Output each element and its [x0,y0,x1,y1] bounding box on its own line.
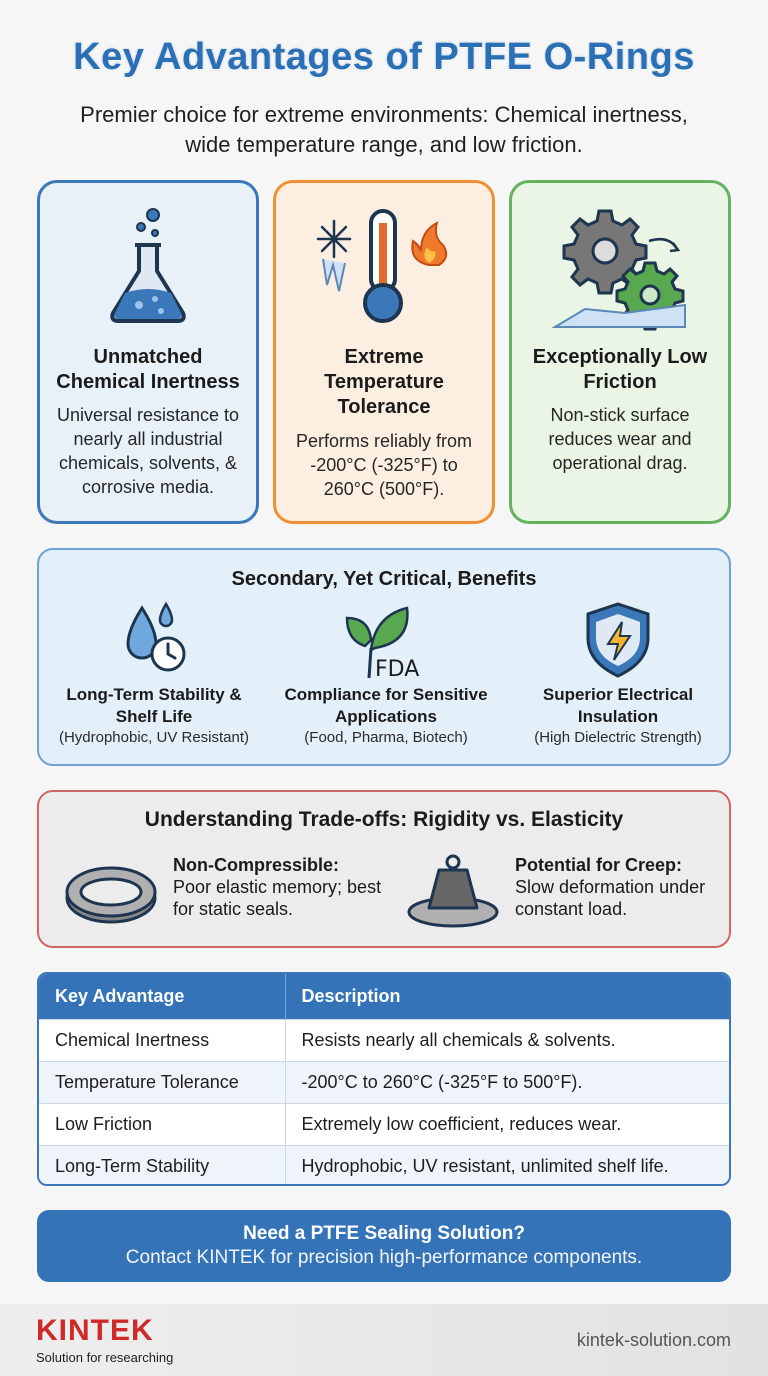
card-temperature-tolerance [273,180,495,524]
contact-cta-banner[interactable] [37,1210,731,1282]
cta-title: Need a PTFE Sealing Solution? [243,1223,525,1244]
benefit-compliance [276,600,496,748]
svg-text:FDA: FDA [375,657,420,680]
tradeoff-title: Non-Compressible: [173,855,340,875]
table-cell-description: Hydrophobic, UV resistant, unlimited shelf life. [285,1145,729,1186]
card-description: Performs reliably from -200°C (-325°F) to 260°C (500°F). [295,431,473,499]
table-row [39,1061,729,1103]
water-drop-clock-icon [114,600,194,680]
thermometer-icon [309,201,459,331]
chemical-flask-icon [83,201,213,331]
page-subtitle: Premier choice for extreme environments: Chemical inertness, wide temperature range, and low friction. [80,102,688,157]
card-low-friction [509,180,731,524]
tradeoff-creep [405,852,725,932]
advantages-table [37,972,731,1186]
table-cell-description: -200°C to 260°C (-325°F to 500°F). [285,1061,729,1103]
benefit-subtitle: (Hydrophobic, UV Resistant) [58,729,250,746]
table-header-description: Description [285,974,729,1019]
card-title: Extreme Temperature Tolerance [324,346,444,418]
card-title: Exceptionally Low Friction [532,346,708,393]
table-cell-advantage: Low Friction [39,1103,285,1145]
secondary-benefits-panel [37,548,731,766]
secondary-heading: Secondary, Yet Critical, Benefits [231,568,537,590]
kintek-logo[interactable]: KINTEK [36,1314,154,1347]
table-cell-description: Extremely low coefficient, reduces wear. [285,1103,729,1145]
tradeoff-description: Slow deformation under constant load. [515,877,706,919]
benefit-title: Compliance for Sensitive Applications [284,685,488,726]
cta-text: Contact KINTEK for precision high-performance components. [125,1247,643,1268]
table-row [39,1103,729,1145]
table-header-row [39,974,729,1019]
shield-lightning-icon [578,600,658,680]
table-row [39,1019,729,1061]
table-cell-advantage: Temperature Tolerance [39,1061,285,1103]
benefit-electrical-insulation [508,600,728,748]
website-link[interactable]: kintek-solution.com [576,1330,731,1350]
benefit-subtitle: (Food, Pharma, Biotech) [304,729,468,746]
footer [0,1304,768,1376]
benefit-subtitle: (High Dielectric Strength) [534,729,702,746]
tradeoff-title: Potential for Creep: [515,855,683,875]
tradeoff-non-compressible [63,852,383,932]
tradeoff-text [515,854,725,920]
card-chemical-inertness [37,180,259,524]
card-title: Unmatched Chemical Inertness [56,346,240,393]
card-description: Non-stick surface reduces wear and operational drag. [548,405,692,473]
o-ring-icon [63,852,159,932]
table-cell-description: Resists nearly all chemicals & solvents. [285,1019,729,1061]
weight-icon [405,852,501,932]
tradeoffs-heading: Understanding Trade-offs: Rigidity vs. Elasticity [144,808,624,831]
page-title: Key Advantages of PTFE O-Rings [73,36,695,78]
tradeoffs-panel [37,790,731,948]
tradeoff-text [173,854,383,920]
table-cell-advantage: Long-Term Stability [39,1145,285,1186]
table-row [39,1145,729,1186]
logo-tagline: Solution for researching [36,1350,174,1365]
card-description: Universal resistance to nearly all industrial chemicals, solvents, & corrosive media. [56,405,240,497]
leaf-fda-icon [341,600,431,680]
benefit-stability [44,600,264,748]
gears-icon [545,201,695,331]
table-cell-advantage: Chemical Inertness [39,1019,285,1061]
benefit-title: Superior Electrical Insulation [542,685,694,726]
table-header-advantage: Key Advantage [39,974,285,1019]
tradeoff-description: Poor elastic memory; best for static seals. [173,877,382,919]
benefit-title: Long-Term Stability & Shelf Life [66,685,242,726]
